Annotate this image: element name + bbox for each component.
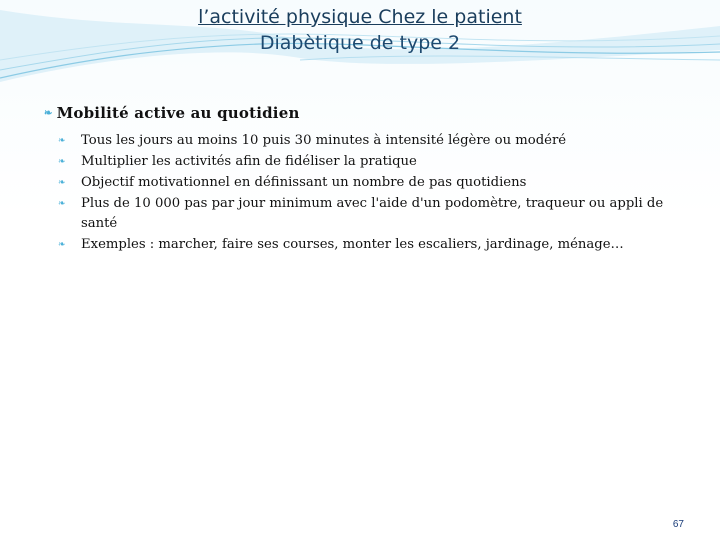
wing-bullet-icon: ❧ — [58, 157, 66, 167]
list-item-text: Plus de 10 000 pas par jour minimum avec l'aide d'un podomètre, traqueur ou appli de santé — [81, 196, 664, 231]
page-number: 67 — [672, 519, 684, 530]
list-item — [44, 131, 694, 151]
content-body — [44, 104, 694, 256]
list-item-text: Tous les jours au moins 10 puis 30 minutes à intensité légère ou modéré — [81, 133, 567, 148]
list-item-text: Exemples : marcher, faire ses courses, monter les escaliers, jardinage, ménage… — [81, 237, 624, 252]
wing-bullet-icon: ❧ — [44, 107, 53, 119]
list-item — [44, 173, 694, 193]
bullet-list — [44, 131, 694, 255]
section-heading-text: Mobilité active au quotidien — [56, 104, 300, 122]
section-heading — [44, 104, 694, 122]
list-item-text: Multiplier les activités afin de fidéliser la pratique — [81, 154, 417, 169]
wing-bullet-icon: ❧ — [58, 240, 66, 250]
wing-bullet-icon: ❧ — [58, 136, 66, 146]
title-line-2: Diabètique de type 2 — [259, 32, 461, 54]
wing-bullet-icon: ❧ — [58, 199, 66, 209]
slide-title — [0, 4, 720, 56]
list-item-text: Objectif motivationnel en définissant un nombre de pas quotidiens — [81, 175, 527, 190]
title-line-1: l’activité physique Chez le patient — [198, 6, 522, 28]
list-item — [44, 152, 694, 172]
list-item — [44, 235, 694, 255]
wing-bullet-icon: ❧ — [58, 178, 66, 188]
list-item — [44, 194, 694, 234]
